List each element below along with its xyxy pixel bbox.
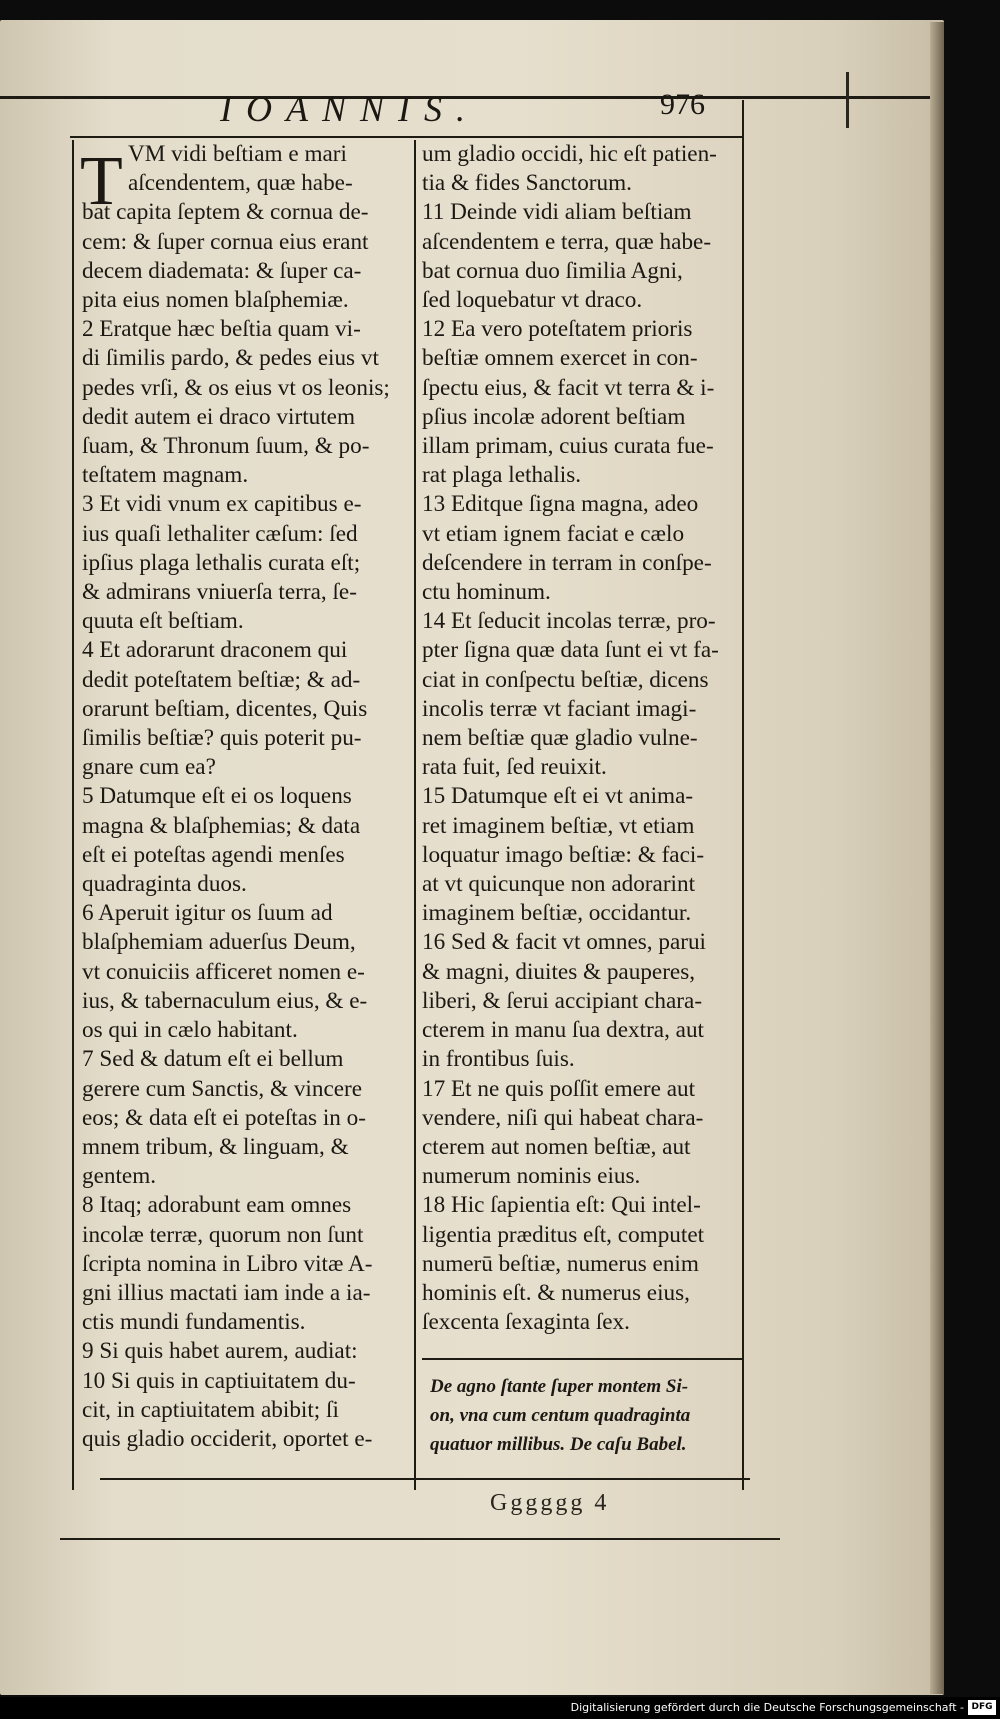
text-line: gnare cum ea? bbox=[82, 754, 216, 781]
right-text-column bbox=[422, 140, 752, 1337]
text-line: os qui in cælo habitant. bbox=[82, 1017, 298, 1044]
text-line: ſpectu eius, & facit vt terra & i- bbox=[422, 374, 715, 401]
text-line: nem beſtiæ quæ gladio vulne- bbox=[422, 725, 698, 752]
text-line: deſcendere in terram in conſpe- bbox=[422, 549, 712, 576]
text-line: 10 Si quis in captiuitatem du- bbox=[82, 1367, 356, 1394]
text-line: incolæ terræ, quorum non ſunt bbox=[82, 1221, 364, 1248]
text-line: di ſimilis pardo, & pedes eius vt bbox=[82, 345, 379, 372]
text-line: cterem in manu ſua dextra, aut bbox=[422, 1017, 704, 1044]
text-line: 3 Et vidi vnum ex capitibus e- bbox=[82, 491, 362, 518]
text-line: quuta eſt beſtiam. bbox=[82, 608, 244, 635]
text-line: ctu hominum. bbox=[422, 579, 551, 606]
text-line: ligentia præditus eſt, computet bbox=[422, 1221, 705, 1248]
text-line: quis gladio occiderit, oportet e- bbox=[82, 1425, 373, 1452]
text-line: dedit autem ei draco virtutem bbox=[82, 403, 355, 430]
text-line: ret imaginem beſtiæ, vt etiam bbox=[422, 812, 695, 839]
text-line: 2 Eratque hæc beſtia quam vi- bbox=[82, 316, 361, 343]
text-line: numerum nominis eius. bbox=[422, 1163, 641, 1190]
text-line: 13 Editque ſigna magna, adeo bbox=[422, 491, 699, 518]
text-line: 15 Datumque eſt ei vt anima- bbox=[422, 783, 694, 810]
text-line: magna & blaſphemias; & data bbox=[82, 812, 361, 839]
text-line: tia & fides Sanctorum. bbox=[422, 170, 632, 197]
text-line: cem: & ſuper cornua eius erant bbox=[82, 228, 369, 255]
dfg-logo-icon: DFG bbox=[968, 1700, 996, 1715]
text-line: ſexcenta ſexaginta ſex. bbox=[422, 1309, 630, 1336]
chapter-summary bbox=[430, 1372, 770, 1459]
text-line: teſtatem magnam. bbox=[82, 462, 249, 489]
text-line: at vt quicunque non adorarint bbox=[422, 871, 696, 898]
footer-bar bbox=[0, 1697, 1000, 1719]
signature-mark: Gggggg 4 bbox=[490, 1490, 610, 1516]
text-line: numerū beſtiæ, numerus enim bbox=[422, 1250, 699, 1277]
text-line: vendere, niſi qui habeat chara- bbox=[422, 1104, 704, 1131]
text-line: vt etiam ignem faciat e cælo bbox=[422, 520, 685, 547]
text-line: & magni, diuites & pauperes, bbox=[422, 958, 696, 985]
text-line: pedes vrſi, & os eius vt os leonis; bbox=[82, 374, 390, 401]
text-line: in frontibus ſuis. bbox=[422, 1046, 575, 1073]
text-line: ipſius plaga lethalis curata eſt; bbox=[82, 549, 361, 576]
text-line: 7 Sed & datum eſt ei bellum bbox=[82, 1046, 344, 1073]
left-margin-rule bbox=[72, 140, 74, 1490]
footer-credit: Digitalisierung gefördert durch die Deutsche Forschungsgemeinschaft - bbox=[570, 1701, 964, 1714]
text-line: aſcendentem e terra, quæ habe- bbox=[422, 228, 712, 255]
summary-line: quatuor millibus. De caſu Babel. bbox=[430, 1434, 687, 1455]
lower-rule bbox=[60, 1538, 780, 1540]
text-line: incolis terræ vt faciant imagi- bbox=[422, 695, 697, 722]
text-line: vt conuiciis afficeret nomen e- bbox=[82, 958, 365, 985]
text-line: liberi, & ſerui accipiant chara- bbox=[422, 987, 703, 1014]
page-edge-shadow bbox=[930, 22, 944, 1694]
text-line: gerere cum Sanctis, & vincere bbox=[82, 1075, 363, 1102]
text-line: imaginem beſtiæ, occidantur. bbox=[422, 900, 692, 927]
text-line: ſimilis beſtiæ? quis poterit pu- bbox=[82, 725, 362, 752]
text-line: cit, in captiuitatem abibit; ſi bbox=[82, 1396, 339, 1423]
text-line: gentem. bbox=[82, 1163, 157, 1190]
drop-cap: T bbox=[80, 143, 123, 220]
text-line: rata fuit, ſed reuixit. bbox=[422, 754, 607, 781]
text-line: dedit poteſtatem beſtiæ; & ad- bbox=[82, 666, 361, 693]
text-line: 12 Ea vero poteſtatem prioris bbox=[422, 316, 693, 343]
text-line: ſuam, & Thronum ſuum, & po- bbox=[82, 433, 370, 460]
text-line: bat capita ſeptem & cornua de- bbox=[82, 199, 369, 226]
text-line: orarunt beſtiam, dicentes, Quis bbox=[82, 695, 368, 722]
text-line: beſtiæ omnem exercet in con- bbox=[422, 345, 698, 372]
text-line: pſius incolæ adorent beſtiam bbox=[422, 403, 686, 430]
text-line: ius, & tabernaculum eius, & e- bbox=[82, 987, 368, 1014]
text-line: gni illius mactati iam inde a ia- bbox=[82, 1279, 371, 1306]
summary-line: De agno ſtante ſuper montem Si- bbox=[430, 1376, 689, 1397]
text-line: ius quaſi lethaliter cæſum: ſed bbox=[82, 520, 358, 547]
text-line: ciat in conſpectu beſtiæ, dicens bbox=[422, 666, 709, 693]
text-line: pter ſigna quæ data ſunt ei vt fa- bbox=[422, 637, 719, 664]
text-line: aſcendentem, quæ habe- bbox=[128, 170, 353, 197]
margin-tick bbox=[846, 72, 849, 128]
text-line: eos; & data eſt ei poteſtas in o- bbox=[82, 1104, 366, 1131]
running-title: IOANNIS. bbox=[220, 89, 479, 129]
text-line: & admirans vniuerſa terra, ſe- bbox=[82, 579, 357, 606]
column-divider bbox=[414, 140, 416, 1490]
text-line: 18 Hic ſapientia eſt: Qui intel- bbox=[422, 1192, 701, 1219]
text-line: hominis eſt. & numerus eius, bbox=[422, 1279, 690, 1306]
text-line: 11 Deinde vidi aliam beſtiam bbox=[422, 199, 692, 226]
text-line: 5 Datumque eſt ei os loquens bbox=[82, 783, 352, 810]
text-line: eſt ei poteſtas agendi menſes bbox=[82, 841, 345, 868]
header-underline bbox=[70, 136, 742, 138]
summary-rule bbox=[422, 1358, 742, 1360]
summary-line: on, vna cum centum quadraginta bbox=[430, 1405, 691, 1426]
text-line: 14 Et ſeducit incolas terræ, pro- bbox=[422, 608, 716, 635]
text-line: ſcripta nomina in Libro vitæ A- bbox=[82, 1250, 373, 1277]
text-line: mnem tribum, & linguam, & bbox=[82, 1133, 349, 1160]
text-line: decem diademata: & ſuper ca- bbox=[82, 257, 362, 284]
text-line: blaſphemiam aduerſus Deum, bbox=[82, 929, 356, 956]
text-line: 16 Sed & facit vt omnes, parui bbox=[422, 929, 706, 956]
text-line: 4 Et adorarunt draconem qui bbox=[82, 637, 348, 664]
text-line: ctis mundi fundamentis. bbox=[82, 1309, 306, 1336]
left-text-column bbox=[82, 140, 412, 1454]
text-line: um gladio occidi, hic eſt patien- bbox=[422, 141, 717, 167]
text-line: 6 Aperuit igitur os ſuum ad bbox=[82, 900, 333, 927]
bottom-rule bbox=[100, 1478, 750, 1480]
text-line: ſed loquebatur vt draco. bbox=[422, 287, 643, 314]
page-number: 976 bbox=[660, 88, 705, 121]
text-line: bat cornua duo ſimilia Agni, bbox=[422, 257, 683, 284]
text-line: loquatur imago beſtiæ: & faci- bbox=[422, 841, 705, 868]
text-line: 9 Si quis habet aurem, audiat: bbox=[82, 1338, 358, 1365]
text-line: VM vidi beſtiam e mari bbox=[128, 141, 347, 167]
text-line: cterem aut nomen beſtiæ, aut bbox=[422, 1133, 691, 1160]
text-line: illam primam, cuius curata fue- bbox=[422, 433, 714, 460]
text-line: quadraginta duos. bbox=[82, 871, 247, 898]
text-line: 17 Et ne quis poſſit emere aut bbox=[422, 1075, 696, 1102]
text-line: pita eius nomen blaſphemiæ. bbox=[82, 287, 349, 314]
text-line: rat plaga lethalis. bbox=[422, 462, 582, 489]
text-line: 8 Itaq; adorabunt eam omnes bbox=[82, 1192, 352, 1219]
